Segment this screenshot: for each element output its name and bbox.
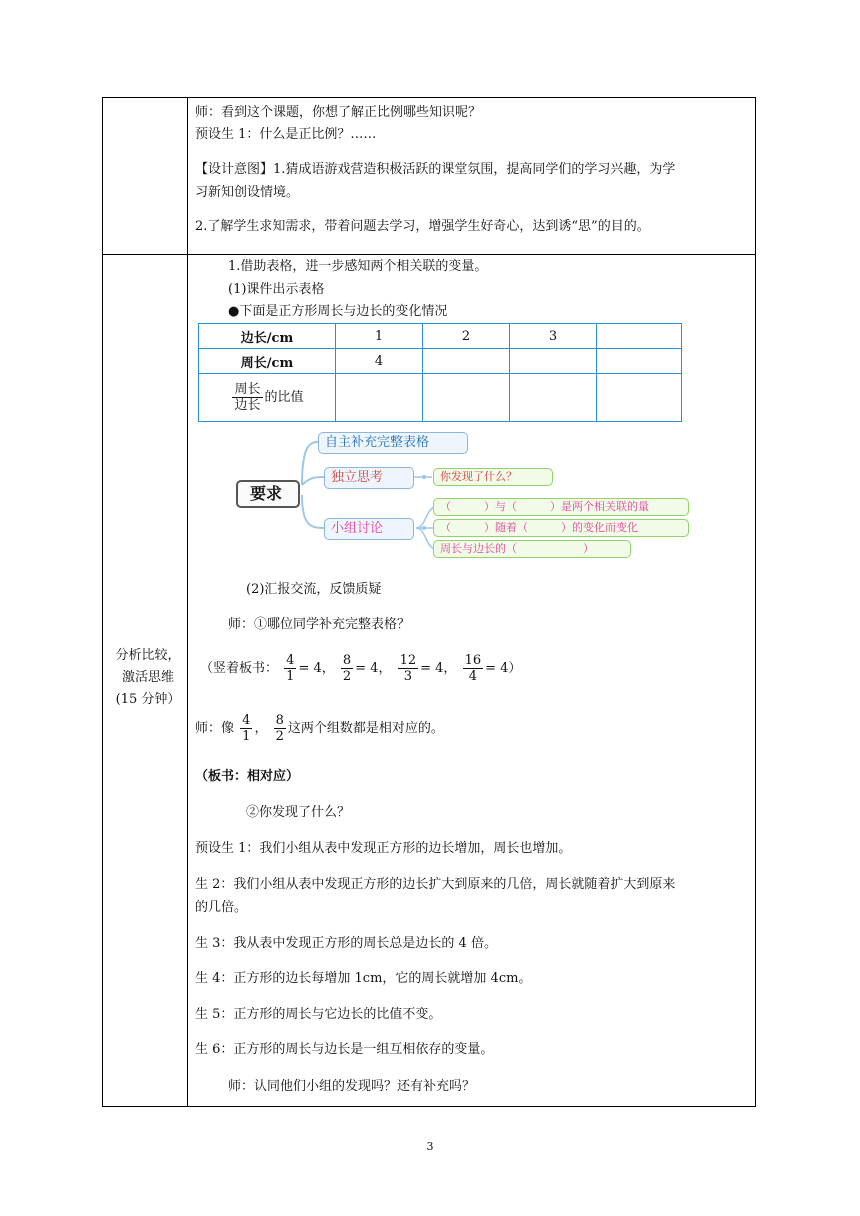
fraction-denominator: 3: [403, 669, 412, 684]
fraction-denominator: 4: [468, 669, 477, 684]
stage-label-line2: 激活思维: [121, 670, 174, 685]
teacher-like-prefix: 师：像: [195, 721, 235, 736]
equals-text: = 4，: [420, 661, 457, 676]
step1a-heading: (1)课件出示表格: [228, 282, 325, 297]
mindmap-leaf-discover: 你发现了什么？: [433, 468, 553, 486]
teacher-q1: 师：①哪位同学补充完整表格？: [228, 617, 411, 632]
table-cell: [597, 374, 682, 422]
mindmap-root: 要求: [236, 480, 300, 508]
mindmap-leaf-related: （ ）与（ ）是两个相关联的量: [433, 498, 689, 516]
mindmap-branch-fill-table: 自主补充完整表格: [318, 432, 468, 454]
page-number: 3: [426, 1140, 434, 1153]
equals-text: = 4）: [485, 661, 522, 676]
fraction-numerator: 8: [275, 713, 284, 728]
lesson-table: [102, 97, 756, 1107]
answer-line: 生 5：正方形的周长与它边长的比值不变。: [195, 1007, 442, 1022]
table-cell: 3: [510, 324, 597, 349]
mindmap-leaf-varies: （ ）随着（ ）的变化而变化: [433, 519, 689, 537]
table-row: [199, 324, 682, 349]
board-note: （板书：相对应）: [195, 769, 300, 784]
fraction-denominator: 边长: [234, 398, 261, 413]
fraction-numerator: 16: [464, 653, 482, 668]
stage-label-line1: 分析比较，: [115, 648, 181, 663]
table-row: [199, 349, 682, 374]
answer-line: 生 4：正方形的边长每增加 1cm，它的周长就增加 4cm。: [195, 971, 532, 986]
fraction-denominator: 2: [275, 729, 284, 744]
fraction: [398, 653, 419, 684]
answer-line: 生 3：我从表中发现正方形的周长总是边长的 4 倍。: [195, 936, 497, 951]
column-divider: [187, 98, 188, 1106]
equals-text: = 4，: [355, 661, 392, 676]
mindmap-leaf-ratio: 周长与边长的（ ）: [433, 540, 631, 558]
answer-line: 预设生 1：我们小组从表中发现正方形的边长增加，周长也增加。: [195, 841, 572, 856]
table-cell: [336, 374, 423, 422]
step2-heading: (2)汇报交流，反馈质疑: [246, 582, 382, 597]
board-formula-line: [200, 652, 521, 686]
ratio-fraction: [232, 382, 262, 413]
fraction-denominator: 1: [242, 729, 251, 744]
row-label-side: 边长/cm: [199, 324, 336, 349]
fraction-numerator: 12: [399, 653, 417, 668]
teacher-like-suffix: 这两个组数都是相对应的。: [287, 721, 444, 736]
answer-line: 生 6：正方形的周长与边长是一组互相依存的变量。: [195, 1042, 494, 1057]
design-intent-line2: 习新知创设情境。: [195, 185, 300, 200]
table-cell: [510, 349, 597, 374]
mindmap-branch-group: 小组讨论: [324, 518, 414, 540]
fraction-denominator: 1: [286, 669, 295, 684]
teacher-correspond-line: 师：像 $\frac{4}{1}$ ， $\frac{8}{2}$ 这两个组数都是相对应的。: [195, 713, 444, 744]
table-cell: [423, 349, 510, 374]
fraction-numerator: 4: [286, 653, 295, 668]
mindmap-branch-think: 独立思考: [324, 467, 414, 489]
board-prefix: （竖着板书：: [200, 661, 279, 676]
fraction-numerator: 8: [342, 653, 352, 668]
fraction: [240, 713, 252, 744]
teacher-q3: 师：认同他们小组的发现吗？还有补充吗？: [228, 1079, 476, 1094]
table-cell: [597, 349, 682, 374]
table-cell: 2: [423, 324, 510, 349]
ratio-suffix: 的比值: [264, 390, 304, 405]
equals-text: = 4，: [298, 661, 335, 676]
table-cell: 1: [336, 324, 423, 349]
fraction: [341, 653, 353, 684]
design-intent-line3: 2.了解学生求知需求，带着问题去学习，增强学生好奇心，达到诱“思”的目的。: [195, 219, 650, 234]
stage-label-line3: (15 分钟）: [115, 692, 181, 707]
answer-line: 生 2：我们小组从表中发现正方形的边长扩大到原来的几倍，周长就随着扩大到原来: [195, 877, 676, 892]
fraction: [463, 653, 484, 684]
fraction-numerator: 周长: [234, 382, 261, 397]
teacher-question-line: 师：看到这个课题，你想了解正比例哪些知识呢？: [195, 105, 482, 120]
teacher-q2: ②你发现了什么？: [246, 805, 351, 820]
design-intent-line1: 【设计意图】1.猜成语游戏营造积极活跃的课堂氛围，提高同学们的学习兴趣，为学: [195, 162, 676, 177]
answer-line: 的几倍。: [195, 900, 248, 915]
table-cell: [597, 324, 682, 349]
fraction-denominator: 2: [342, 669, 352, 684]
table-cell: [510, 374, 597, 422]
table-caption: ●下面是正方形周长与边长的变化情况: [228, 304, 448, 319]
fraction-numerator: 4: [242, 713, 251, 728]
fraction: [284, 653, 296, 684]
preset-student-line: 预设生 1：什么是正比例？……: [195, 127, 377, 142]
step1-heading: 1.借助表格，进一步感知两个相关联的变量。: [228, 259, 488, 274]
table-row: [199, 374, 682, 422]
fraction: [274, 713, 286, 744]
row-label-ratio: [199, 374, 336, 422]
row-label-perimeter: 周长/cm: [199, 349, 336, 374]
table-cell: [423, 374, 510, 422]
table-cell: 4: [336, 349, 423, 374]
perimeter-side-table: [198, 323, 682, 422]
row-divider: [103, 254, 755, 255]
